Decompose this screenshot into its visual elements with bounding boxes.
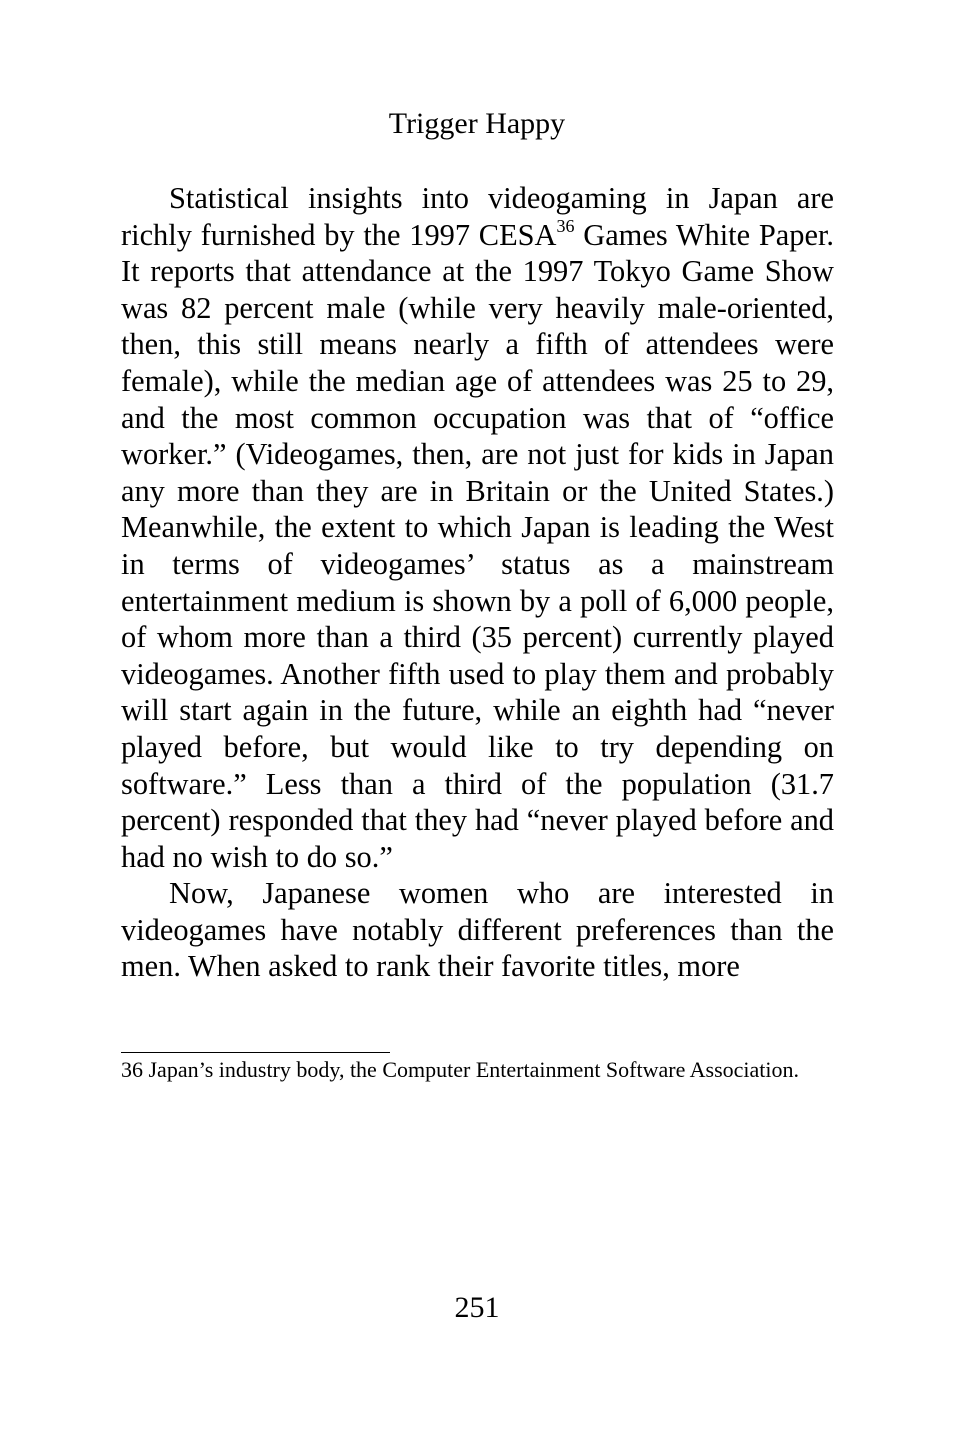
running-head: Trigger Happy (388, 107, 566, 140)
body-text (121, 180, 834, 985)
page-number: 251 (454, 1291, 500, 1324)
paragraph-1-text-start: Statistical insights into videogaming in Japan are richly furnished by the 1997 CESA (121, 181, 834, 252)
footnote-divider (121, 1052, 390, 1053)
footnote-reference: 36 (556, 215, 575, 236)
footnote: 36 Japan’s industry body, the Computer Entertainment Software Association. (121, 1057, 800, 1082)
paragraph-2: Now, Japanese women who are interested in videogames have notably different preferences than the men. When asked to rank their favorite titles, more (121, 876, 834, 984)
paragraph-1-text-end: Games White Paper. It reports that attendance at the 1997 Tokyo Game Show was 82 percent male (while very heavily male-oriented, then, this still means nearly a fifth of attendees were female), while the median age of attendees was 25 to 29, and the most common occupation was that of “office worker.” (Videogames, then, are not just for kids in Japan any more than they are in Britain or the United States.) Meanwhile, the extent to which Japan is leading the West in terms of videogames’ status as a mainstream entertainment medium is shown by a poll of 6,000 people, of whom more than a third (35 percent) currently played videogames. Another fifth used to play them and probably will start again in the future, while an eighth had “never played before, but would like to try depending on software.” Less than a third of the population (31.7 percent) responded that they had “never played before and had no wish to do so.” (121, 217, 834, 874)
paragraph-1 (121, 180, 834, 875)
